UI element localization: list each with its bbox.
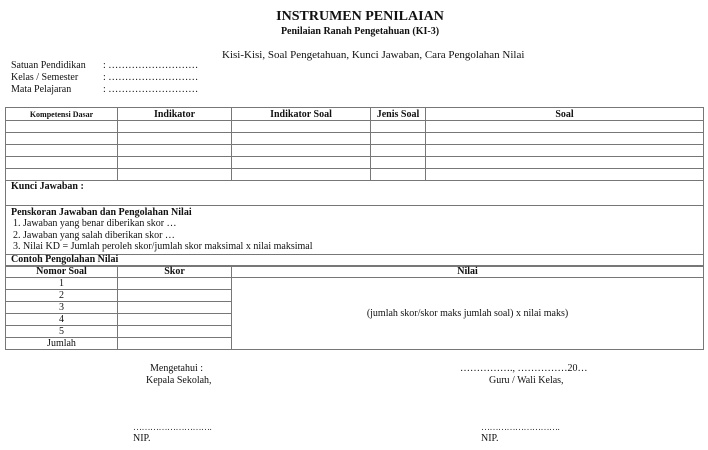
- table-cell[interactable]: [426, 121, 704, 133]
- table-cell[interactable]: [6, 157, 118, 169]
- table-cell[interactable]: [232, 133, 371, 145]
- table-cell[interactable]: [371, 145, 426, 157]
- table-cell[interactable]: [232, 145, 371, 157]
- table-row: [6, 133, 704, 145]
- column-header: Indikator: [118, 108, 232, 121]
- document-title: INSTRUMEN PENILAIAN: [276, 9, 444, 24]
- column-header: Soal: [426, 108, 704, 121]
- identity-label: Mata Pelajaran: [11, 84, 72, 95]
- table-cell[interactable]: [426, 157, 704, 169]
- table-cell[interactable]: [118, 145, 232, 157]
- skor-cell[interactable]: [118, 290, 232, 302]
- contoh-title: Contoh Pengolahan Nilai: [11, 254, 119, 265]
- table-cell[interactable]: [426, 145, 704, 157]
- table-row: [6, 278, 704, 290]
- column-header: Skor: [118, 266, 232, 278]
- table-cell[interactable]: [6, 121, 118, 133]
- document-description: Kisi-Kisi, Soal Pengetahuan, Kunci Jawaban, Cara Pengolahan Nilai: [222, 49, 525, 61]
- kepala-sekolah-label: Kepala Sekolah,: [146, 375, 212, 386]
- identity-value: : ………………………: [103, 60, 199, 71]
- table-cell[interactable]: [6, 169, 118, 181]
- penskoran-item: 2. Jawaban yang salah diberikan skor …: [13, 230, 175, 241]
- column-header: Nilai: [232, 266, 704, 278]
- nomor-soal-cell: 5: [6, 326, 118, 338]
- column-header: Indikator Soal: [232, 108, 371, 121]
- kunci-jawaban-label: Kunci Jawaban :: [11, 181, 84, 192]
- mengetahui-label: Mengetahui :: [150, 363, 204, 374]
- contoh-table: [5, 265, 704, 350]
- identity-label: Satuan Pendidikan: [11, 60, 86, 71]
- nip-left: NIP.: [133, 433, 151, 444]
- nip-right: NIP.: [481, 433, 499, 444]
- skor-cell[interactable]: [118, 338, 232, 350]
- table-cell[interactable]: [6, 133, 118, 145]
- table-row: [6, 121, 704, 133]
- table-cell[interactable]: [118, 157, 232, 169]
- nomor-soal-cell: Jumlah: [6, 338, 118, 350]
- column-header: Jenis Soal: [371, 108, 426, 121]
- skor-cell[interactable]: [118, 326, 232, 338]
- table-cell[interactable]: [118, 133, 232, 145]
- nilai-formula-cell: (jumlah skor/skor maks jumlah soal) x nilai maks): [232, 278, 704, 350]
- document-subtitle: Penilaian Ranah Pengetahuan (KI-3): [280, 26, 440, 37]
- table-cell[interactable]: [426, 169, 704, 181]
- date-line: ……………., ……………20…: [460, 363, 588, 374]
- table-cell[interactable]: [118, 169, 232, 181]
- penskoran-item: 1. Jawaban yang benar diberikan skor …: [13, 218, 177, 229]
- guru-label: Guru / Wali Kelas,: [489, 375, 564, 386]
- skor-cell[interactable]: [118, 302, 232, 314]
- column-header: Nomor Soal: [6, 266, 118, 278]
- table-cell[interactable]: [371, 121, 426, 133]
- table-cell[interactable]: [371, 133, 426, 145]
- identity-value: : ………………………: [103, 72, 199, 83]
- signature-line-right: ……………………….: [481, 422, 560, 432]
- table-cell[interactable]: [6, 145, 118, 157]
- table-row: [6, 145, 704, 157]
- table-cell[interactable]: [232, 157, 371, 169]
- table-row: [6, 169, 704, 181]
- kunci-jawaban-box: [5, 181, 704, 206]
- table-cell[interactable]: [118, 121, 232, 133]
- table-cell[interactable]: [371, 169, 426, 181]
- table-cell[interactable]: [232, 169, 371, 181]
- identity-label: Kelas / Semester: [11, 72, 79, 83]
- identity-value: : ………………………: [103, 84, 199, 95]
- table-cell[interactable]: [232, 121, 371, 133]
- penskoran-title: Penskoran Jawaban dan Pengolahan Nilai: [11, 207, 192, 218]
- signature-line-left: ……………………….: [133, 422, 212, 432]
- nomor-soal-cell: 4: [6, 314, 118, 326]
- table-header-row: [6, 108, 704, 121]
- table-cell[interactable]: [426, 133, 704, 145]
- column-header: Kompetensi Dasar: [6, 108, 118, 121]
- penskoran-item: 3. Nilai KD = Jumlah peroleh skor/jumlah skor maksimal x nilai maksimal: [13, 241, 313, 252]
- table-header-row: [6, 266, 704, 278]
- nomor-soal-cell: 1: [6, 278, 118, 290]
- kisi-kisi-table: [5, 107, 704, 181]
- nomor-soal-cell: 2: [6, 290, 118, 302]
- table-row: [6, 157, 704, 169]
- skor-cell[interactable]: [118, 278, 232, 290]
- table-cell[interactable]: [371, 157, 426, 169]
- skor-cell[interactable]: [118, 314, 232, 326]
- nomor-soal-cell: 3: [6, 302, 118, 314]
- penskoran-box: [5, 206, 704, 255]
